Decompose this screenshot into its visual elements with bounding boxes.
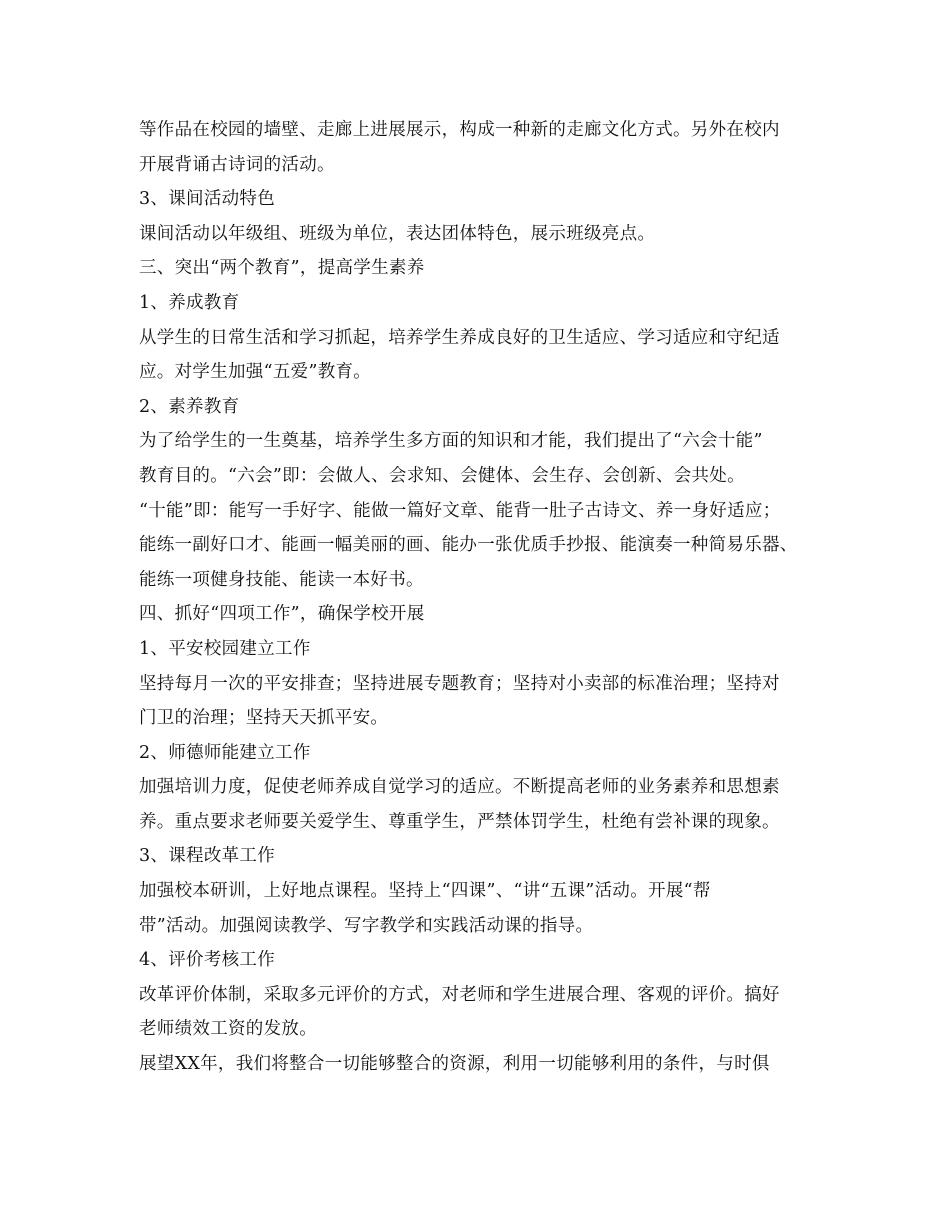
text-line: 坚持每月一次的平安排查；坚持进展专题教育；坚持对小卖部的标准治理；坚持对 — [139, 673, 780, 694]
text-line: 能练一副好口才、能画一幅美丽的画、能办一张优质手抄报、能演奏一种简易乐器、 — [139, 535, 798, 556]
section-heading: 3、课程改革工作 — [139, 846, 276, 867]
section-heading: 2、素养教育 — [139, 396, 240, 417]
chapter-heading: 四、抓好“四项工作”，确保学校开展 — [139, 604, 425, 625]
text-line: 养。重点要求老师要关爱学生、尊重学生，严禁体罚学生，杜绝有尝补课的现象。 — [139, 811, 780, 832]
text-line: 老师绩效工资的发放。 — [139, 1019, 317, 1040]
text-line: 课间活动以年级组、班级为单位，表达团体特色，展示班级亮点。 — [139, 223, 656, 244]
text-line: 门卫的治理；坚持天天抓平安。 — [139, 708, 389, 729]
text-line: 加强校本研训，上好地点课程。坚持上“四课”、“讲“五课”活动。开展“帮 — [139, 881, 711, 902]
text-line: 加强培训力度，促使老师养成自觉学习的适应。不断提高老师的业务素养和思想素 — [139, 777, 780, 798]
section-heading: 1、平安校园建立工作 — [139, 638, 311, 659]
text-line: 应。对学生加强“五爱”教育。 — [139, 362, 372, 383]
text-line: 改革评价体制，采取多元评价的方式，对老师和学生进展合理、客观的评价。搞好 — [139, 984, 780, 1005]
section-heading: 2、师德师能建立工作 — [139, 742, 311, 763]
text-line: 带”活动。加强阅读教学、写字教学和实践活动课的指导。 — [139, 915, 594, 936]
text-line: 等作品在校园的墙壁、走廊上进展展示，构成一种新的走廊文化方式。另外在校内 — [139, 120, 780, 140]
section-heading: 3、课间活动特色 — [139, 189, 276, 210]
section-heading: 1、养成教育 — [139, 292, 240, 313]
section-heading: 4、评价考核工作 — [139, 950, 276, 971]
text-line: 展望XX年，我们将整合一切能够整合的资源，利用一切能够利用的条件，与时俱 — [139, 1054, 770, 1075]
text-line: 开展背诵古诗词的活动。 — [139, 154, 335, 175]
text-line: 从学生的日常生活和学习抓起，培养学生养成良好的卫生适应、学习适应和守纪适 — [139, 327, 780, 348]
document-body — [139, 113, 819, 1082]
text-line: “十能”即：能写一手好字、能做一篇好文章、能背一肚子古诗文、养一身好适应； — [139, 500, 781, 521]
text-line: 教育目的。“六会”即：会做人、会求知、会健体、会生存、会创新、会共处。 — [139, 465, 745, 486]
text-line: 能练一项健身技能、能读一本好书。 — [139, 569, 424, 590]
text-line: 为了给学生的一生奠基，培养学生多方面的知识和才能，我们提出了“六会十能” — [139, 431, 763, 452]
chapter-heading: 三、突出“两个教育”，提高学生素养 — [139, 258, 425, 279]
